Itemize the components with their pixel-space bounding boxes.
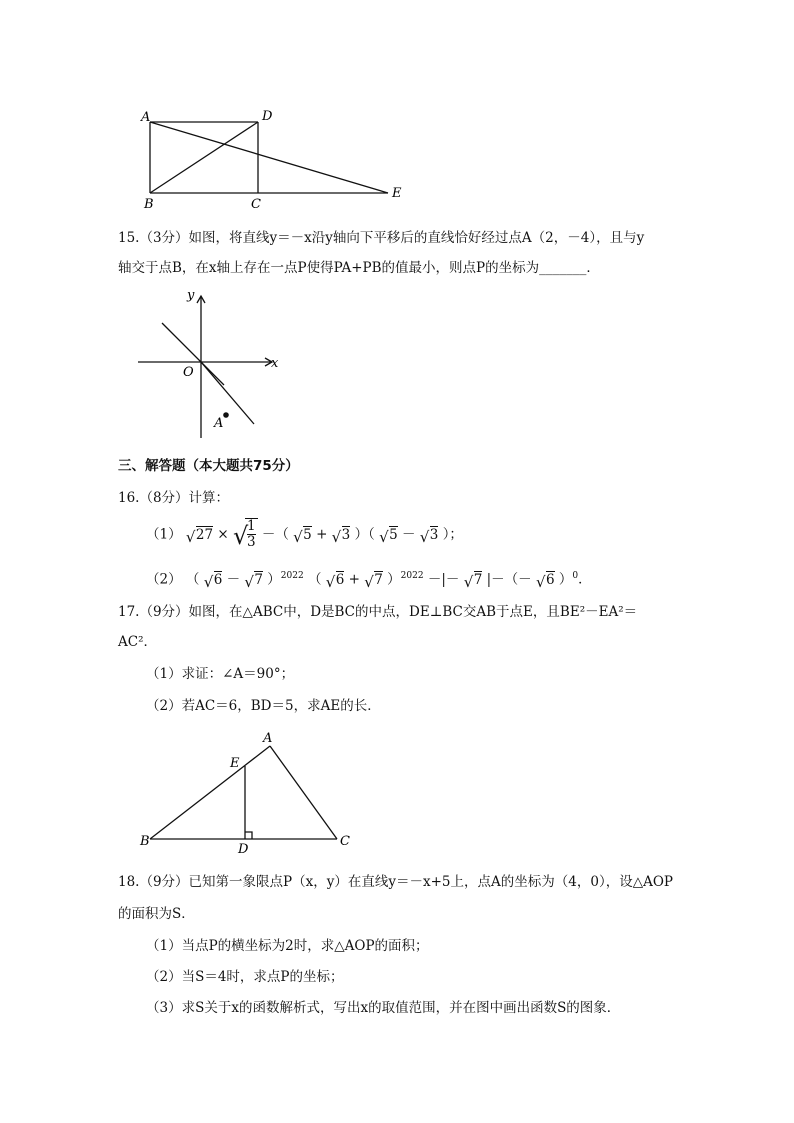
segment-ae <box>150 122 388 193</box>
coordinate-figure <box>134 284 284 444</box>
label-x: x <box>271 356 279 371</box>
label-y: y <box>187 288 195 303</box>
point-a <box>223 412 229 418</box>
q17-line2: AC²． <box>118 634 157 650</box>
q17-line1: 17.（9分）如图，在△ABC中，D是BC的中点，DE⊥BC交AB于点E，且BE²－EA²＝ <box>118 604 638 620</box>
label-b: B <box>144 197 154 212</box>
label-a: A <box>141 110 151 125</box>
sqrt-6: √ 6 <box>203 571 223 591</box>
label-a-point: A <box>214 416 224 431</box>
label-a-tri: A <box>263 731 273 746</box>
sqrt-one-third: √ $\frac{1}{3}$ <box>232 518 256 550</box>
segment-ba <box>150 746 270 839</box>
q16-part2: （2） （ √ 6 － √ 7 ）$^{2022}$ （ √ 6 + √ 7 ）$^{2022}$ －|－ √ 7 |－（－ √ 6 ）$^0$． <box>146 571 592 591</box>
q18-sub3: （3）求S关于x的函数解析式，写出x的取值范围，并在图中画出函数S的图象． <box>146 1000 621 1016</box>
q15-line1: 15.（3分）如图，将直线y＝－x沿y轴向下平移后的直线恰好经过点A（2，－4），且与y <box>118 230 645 246</box>
q18-line2: 的面积为S． <box>118 906 195 922</box>
label-d: D <box>262 109 273 124</box>
q16-part1-label: （1） <box>146 526 182 543</box>
q17-sub1: （1）求证：∠A＝90°； <box>146 666 295 682</box>
q15-line2: 轴交于点B，在x轴上存在一点P使得PA+PB的值最小，则点P的坐标为_______． <box>118 260 600 276</box>
sqrt-7: √ 7 <box>244 571 263 591</box>
label-c: C <box>251 197 261 212</box>
triangle-figure <box>134 728 354 856</box>
label-d-tri: D <box>238 842 249 856</box>
sqrt-5b: √ 5 <box>379 526 398 546</box>
sqrt-7c: √ 7 <box>463 571 483 591</box>
sqrt-3b: √ 3 <box>419 526 439 546</box>
sqrt-6b: √ 6 <box>325 571 345 591</box>
label-e-tri: E <box>230 756 240 771</box>
sqrt-3: √ 3 <box>331 526 351 546</box>
q16-part1: （1） √ 27 × √ $\frac{1}{3}$ －（ √ 5 + √ 3 ）（ √ 5 － √ 3 ）； <box>146 518 463 550</box>
rectangle-figure <box>130 104 420 216</box>
q18-sub1: （1）当点P的横坐标为2时，求△AOP的面积； <box>146 938 429 954</box>
label-e: E <box>392 186 402 201</box>
q17-sub2: （2）若AC＝6，BD＝5，求AE的长． <box>146 698 381 714</box>
q18-line1: 18.（9分）已知第一象限点P（x，y）在直线y＝－x+5上，点A的坐标为（4，0），设△AOP <box>118 874 673 890</box>
label-c-tri: C <box>340 834 350 849</box>
label-o: O <box>183 365 194 380</box>
right-angle-mark <box>245 832 252 839</box>
sqrt-27: √ 27 <box>185 526 214 546</box>
q16-title: 16.（8分）计算： <box>118 490 230 506</box>
label-b-tri: B <box>140 834 150 849</box>
q18-sub2: （2）当S＝4时，求点P的坐标； <box>146 969 344 985</box>
sqrt-7b: √ 7 <box>364 571 383 591</box>
sqrt-5: √ 5 <box>293 526 312 546</box>
sqrt-6c: √ 6 <box>535 571 555 591</box>
section-heading: 三、解答题（本大题共75分） <box>118 458 299 474</box>
segment-bd <box>150 122 258 193</box>
segment-ac <box>270 746 337 839</box>
